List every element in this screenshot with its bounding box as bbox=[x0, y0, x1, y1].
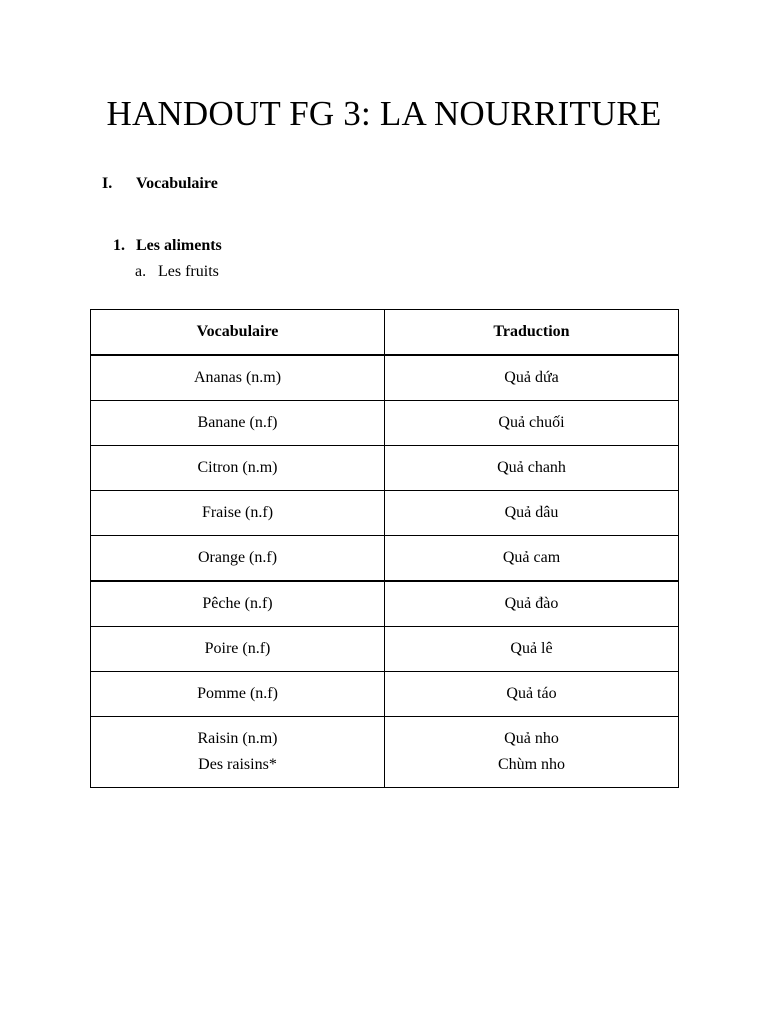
translation-cell: Quả dâu bbox=[385, 491, 679, 536]
table-row bbox=[91, 491, 679, 536]
column-header-traduction: Traduction bbox=[385, 310, 679, 356]
table-row bbox=[91, 355, 679, 401]
translation-line-plural: Chùm nho bbox=[497, 756, 566, 773]
word-cell: Fraise (n.f) bbox=[91, 491, 385, 536]
translation-cell: Quả dứa bbox=[385, 355, 679, 401]
word-line-plural: Des raisins* bbox=[198, 756, 277, 773]
translation-cell bbox=[385, 717, 679, 788]
subsubsection-number: a. bbox=[135, 263, 147, 280]
subsubsection-label: Les fruits bbox=[158, 263, 219, 280]
word-cell: Pêche (n.f) bbox=[91, 581, 385, 627]
subsection-heading bbox=[113, 236, 222, 256]
section-number: I. bbox=[102, 175, 113, 192]
translation-line: Quả nho bbox=[504, 730, 559, 747]
document-title: HANDOUT FG 3: LA NOURRITURE bbox=[106, 94, 662, 133]
word-cell: Ananas (n.m) bbox=[91, 355, 385, 401]
section-label: Vocabulaire bbox=[136, 175, 218, 192]
subsubsection-heading bbox=[135, 262, 219, 282]
table-row bbox=[91, 627, 679, 672]
word-line: Raisin (n.m) bbox=[197, 730, 278, 747]
table-row bbox=[91, 536, 679, 582]
word-cell bbox=[91, 717, 385, 788]
vocabulary-table bbox=[90, 309, 679, 788]
word-cell: Citron (n.m) bbox=[91, 446, 385, 491]
table-row bbox=[91, 717, 679, 788]
table-row bbox=[91, 581, 679, 627]
table-row bbox=[91, 672, 679, 717]
table-row bbox=[91, 401, 679, 446]
word-cell: Pomme (n.f) bbox=[91, 672, 385, 717]
translation-cell: Quả chanh bbox=[385, 446, 679, 491]
subsection-number: 1. bbox=[113, 237, 125, 254]
subsection-label: Les aliments bbox=[136, 237, 222, 254]
word-cell: Orange (n.f) bbox=[91, 536, 385, 582]
section-heading bbox=[102, 174, 218, 194]
translation-cell: Quả chuối bbox=[385, 401, 679, 446]
word-cell: Poire (n.f) bbox=[91, 627, 385, 672]
table-header-row bbox=[91, 310, 679, 356]
translation-cell: Quả cam bbox=[385, 536, 679, 582]
translation-cell: Quả táo bbox=[385, 672, 679, 717]
column-header-vocabulaire: Vocabulaire bbox=[91, 310, 385, 356]
translation-cell: Quả đào bbox=[385, 581, 679, 627]
translation-cell: Quả lê bbox=[385, 627, 679, 672]
table-row bbox=[91, 446, 679, 491]
word-cell: Banane (n.f) bbox=[91, 401, 385, 446]
